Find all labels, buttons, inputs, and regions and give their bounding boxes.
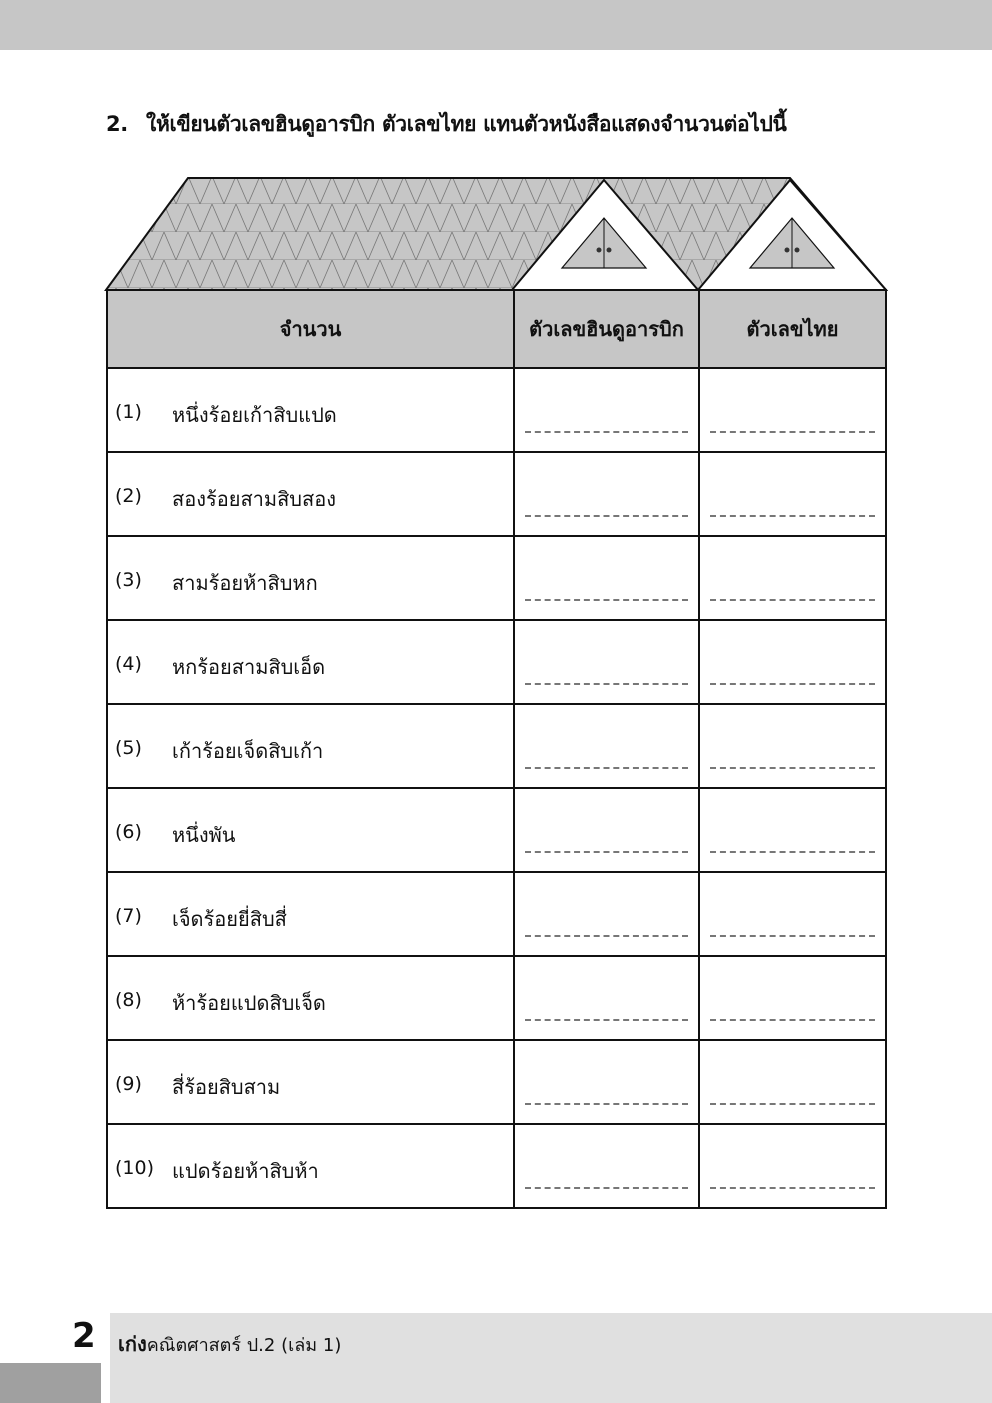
question-number: 2. bbox=[106, 112, 128, 136]
top-band bbox=[0, 0, 992, 50]
row-label bbox=[107, 704, 514, 788]
answer-blank[interactable] bbox=[710, 515, 875, 517]
answer-arabic[interactable] bbox=[514, 368, 699, 452]
answer-blank[interactable] bbox=[710, 935, 875, 937]
table-row bbox=[107, 1124, 886, 1208]
table-row bbox=[107, 620, 886, 704]
row-text: สามร้อยห้าสิบหก bbox=[172, 571, 318, 595]
answer-blank[interactable] bbox=[525, 935, 688, 937]
row-number: (9) bbox=[115, 1073, 142, 1095]
answer-arabic[interactable] bbox=[514, 788, 699, 872]
table-row bbox=[107, 1040, 886, 1124]
answer-blank[interactable] bbox=[525, 767, 688, 769]
header-arabic: ตัวเลขฮินดูอารบิก bbox=[514, 290, 699, 368]
answer-thai[interactable] bbox=[699, 1040, 886, 1124]
row-number: (4) bbox=[115, 653, 142, 675]
table-row bbox=[107, 788, 886, 872]
answer-thai[interactable] bbox=[699, 872, 886, 956]
answer-thai[interactable] bbox=[699, 620, 886, 704]
answer-arabic[interactable] bbox=[514, 704, 699, 788]
number-table bbox=[106, 289, 887, 1209]
row-number: (5) bbox=[115, 737, 142, 759]
answer-thai[interactable] bbox=[699, 704, 886, 788]
row-text: สองร้อยสามสิบสอง bbox=[172, 487, 336, 511]
row-text: หนึ่งพัน bbox=[172, 823, 236, 847]
answer-blank[interactable] bbox=[525, 515, 688, 517]
answer-blank[interactable] bbox=[710, 851, 875, 853]
row-label bbox=[107, 956, 514, 1040]
question-text: ให้เขียนตัวเลขฮินดูอารบิก ตัวเลขไทย แทนตัวหนังสือแสดงจำนวนต่อไปนี้ bbox=[146, 112, 787, 136]
answer-arabic[interactable] bbox=[514, 452, 699, 536]
answer-blank[interactable] bbox=[525, 1019, 688, 1021]
table-row bbox=[107, 536, 886, 620]
question-title bbox=[106, 108, 787, 141]
book-subtitle: คณิตศาสตร์ ป.2 (เล่ม 1) bbox=[146, 1335, 342, 1356]
answer-blank[interactable] bbox=[710, 683, 875, 685]
answer-blank[interactable] bbox=[525, 683, 688, 685]
book-brand: เก่ง bbox=[118, 1332, 147, 1356]
row-number: (2) bbox=[115, 485, 142, 507]
answer-arabic[interactable] bbox=[514, 1124, 699, 1208]
row-label bbox=[107, 788, 514, 872]
answer-thai[interactable] bbox=[699, 452, 886, 536]
answer-arabic[interactable] bbox=[514, 872, 699, 956]
table-row bbox=[107, 368, 886, 452]
row-text: หกร้อยสามสิบเอ็ด bbox=[172, 655, 326, 679]
table-row bbox=[107, 872, 886, 956]
row-number: (10) bbox=[115, 1157, 155, 1179]
header-amount: จำนวน bbox=[107, 290, 514, 368]
answer-blank[interactable] bbox=[525, 599, 688, 601]
row-label bbox=[107, 452, 514, 536]
row-text: หนึ่งร้อยเก้าสิบแปด bbox=[172, 403, 337, 427]
page-number: 2 bbox=[72, 1316, 96, 1356]
row-label bbox=[107, 368, 514, 452]
answer-blank[interactable] bbox=[710, 599, 875, 601]
book-title bbox=[118, 1328, 341, 1360]
answer-arabic[interactable] bbox=[514, 536, 699, 620]
row-number: (7) bbox=[115, 905, 142, 927]
answer-blank[interactable] bbox=[525, 1187, 688, 1189]
table-row bbox=[107, 452, 886, 536]
answer-thai[interactable] bbox=[699, 536, 886, 620]
footer-tab bbox=[0, 1363, 101, 1403]
answer-thai[interactable] bbox=[699, 368, 886, 452]
row-text: สี่ร้อยสิบสาม bbox=[172, 1075, 281, 1099]
answer-blank[interactable] bbox=[525, 1103, 688, 1105]
answer-blank[interactable] bbox=[710, 1187, 875, 1189]
answer-arabic[interactable] bbox=[514, 1040, 699, 1124]
answer-thai[interactable] bbox=[699, 1124, 886, 1208]
answer-thai[interactable] bbox=[699, 788, 886, 872]
header-thai: ตัวเลขไทย bbox=[699, 290, 886, 368]
row-number: (8) bbox=[115, 989, 142, 1011]
house-roof-illustration bbox=[104, 176, 888, 292]
answer-arabic[interactable] bbox=[514, 620, 699, 704]
row-text: เจ็ดร้อยยี่สิบสี่ bbox=[172, 907, 287, 931]
row-label bbox=[107, 872, 514, 956]
row-text: ห้าร้อยแปดสิบเจ็ด bbox=[172, 991, 326, 1015]
row-label bbox=[107, 1124, 514, 1208]
answer-blank[interactable] bbox=[525, 851, 688, 853]
row-label bbox=[107, 620, 514, 704]
row-number: (1) bbox=[115, 401, 142, 423]
row-number: (3) bbox=[115, 569, 142, 591]
answer-thai[interactable] bbox=[699, 956, 886, 1040]
answer-arabic[interactable] bbox=[514, 956, 699, 1040]
table-row bbox=[107, 704, 886, 788]
answer-blank[interactable] bbox=[710, 1103, 875, 1105]
row-text: แปดร้อยห้าสิบห้า bbox=[172, 1159, 319, 1183]
answer-blank[interactable] bbox=[710, 767, 875, 769]
row-text: เก้าร้อยเจ็ดสิบเก้า bbox=[172, 739, 324, 763]
row-label bbox=[107, 536, 514, 620]
row-label bbox=[107, 1040, 514, 1124]
answer-blank[interactable] bbox=[710, 1019, 875, 1021]
table-header-row bbox=[107, 290, 886, 368]
answer-blank[interactable] bbox=[710, 431, 875, 433]
answer-blank[interactable] bbox=[525, 431, 688, 433]
row-number: (6) bbox=[115, 821, 142, 843]
table-row bbox=[107, 956, 886, 1040]
